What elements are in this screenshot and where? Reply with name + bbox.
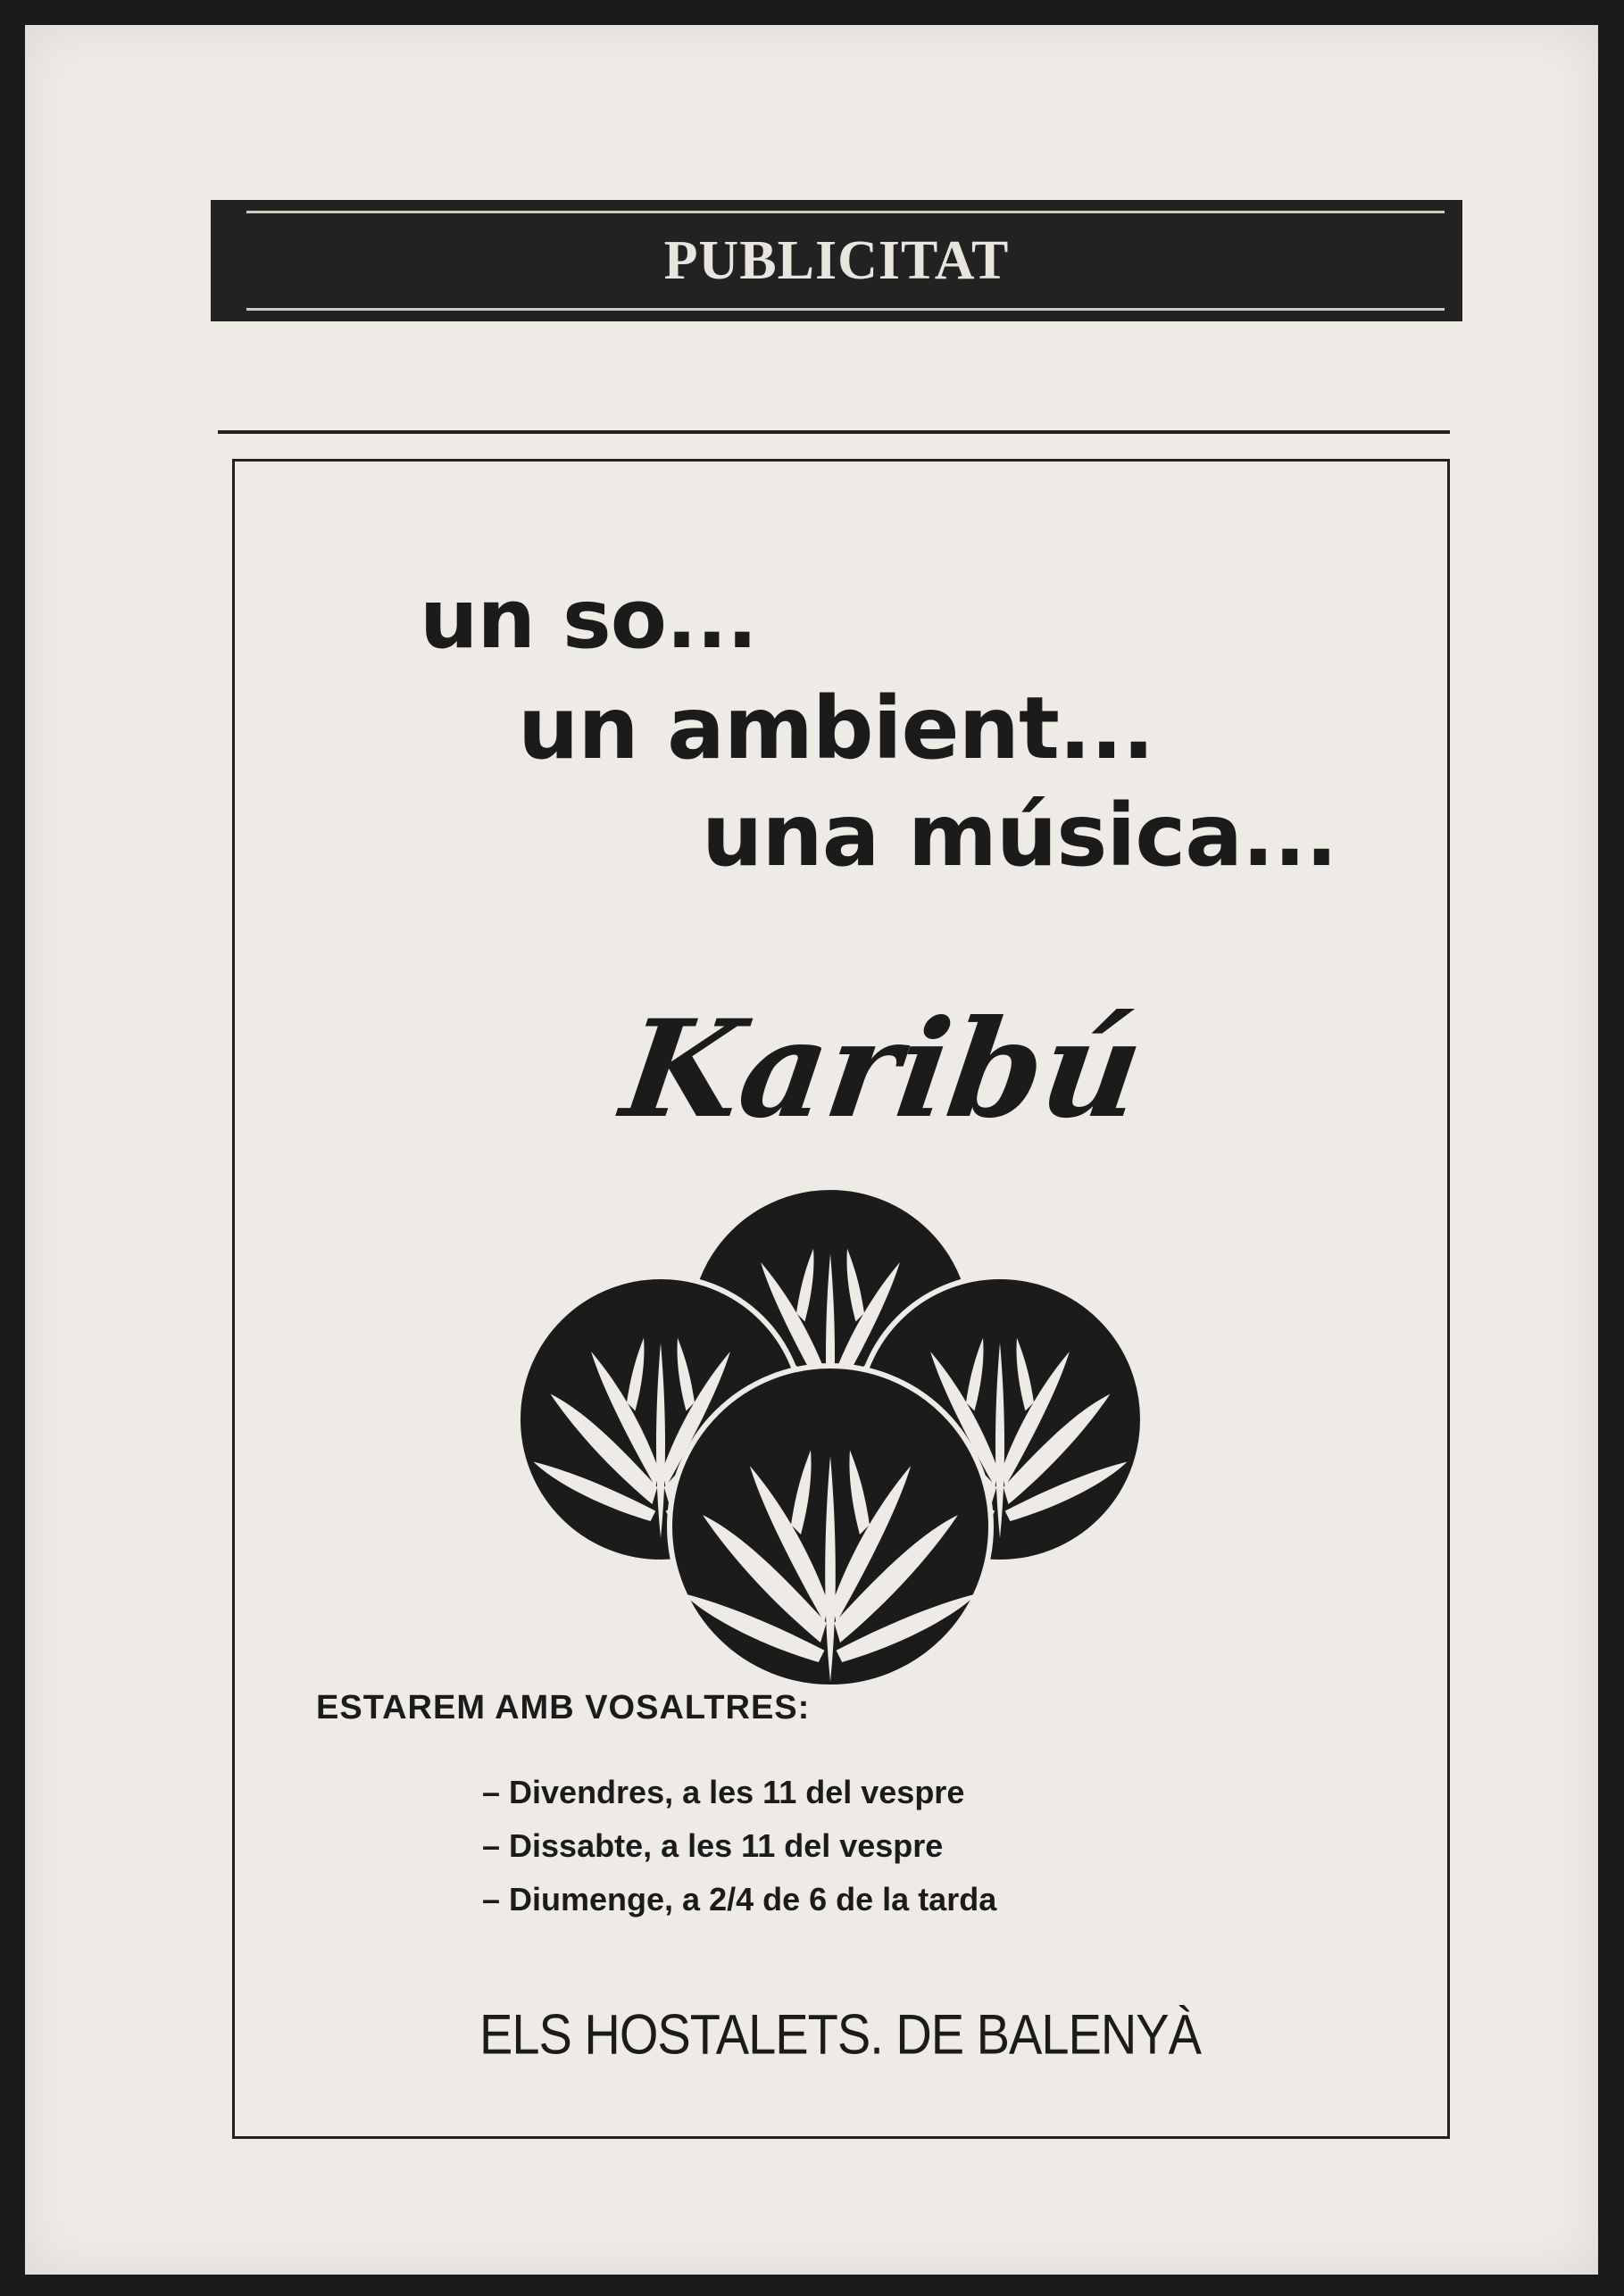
section-title: PUBLICITAT xyxy=(663,229,1010,291)
schedule-item-saturday: – Dissabte, a les 11 del vespre xyxy=(482,1827,944,1864)
schedule-lead: ESTAREM AMB VOSALTRES: xyxy=(316,1689,811,1726)
header-rule xyxy=(218,430,1450,434)
slogan-line-2: un ambient... xyxy=(518,678,1154,778)
brand-name: Karibú xyxy=(613,991,1152,1148)
schedule-list xyxy=(482,1766,996,1926)
schedule-item-friday: – Divendres, a les 11 del vespre xyxy=(482,1774,965,1810)
slogan-line-3: una música... xyxy=(702,786,1337,886)
section-header xyxy=(211,200,1462,321)
palm-circles-logo xyxy=(500,1152,1161,1687)
schedule-item-sunday: – Diumenge, a 2/4 de 6 de la tarda xyxy=(482,1881,997,1917)
location-name: ELS HOSTALETS. DE BALENYÀ xyxy=(479,2002,1202,2066)
slogan-line-1: un so... xyxy=(420,571,757,667)
